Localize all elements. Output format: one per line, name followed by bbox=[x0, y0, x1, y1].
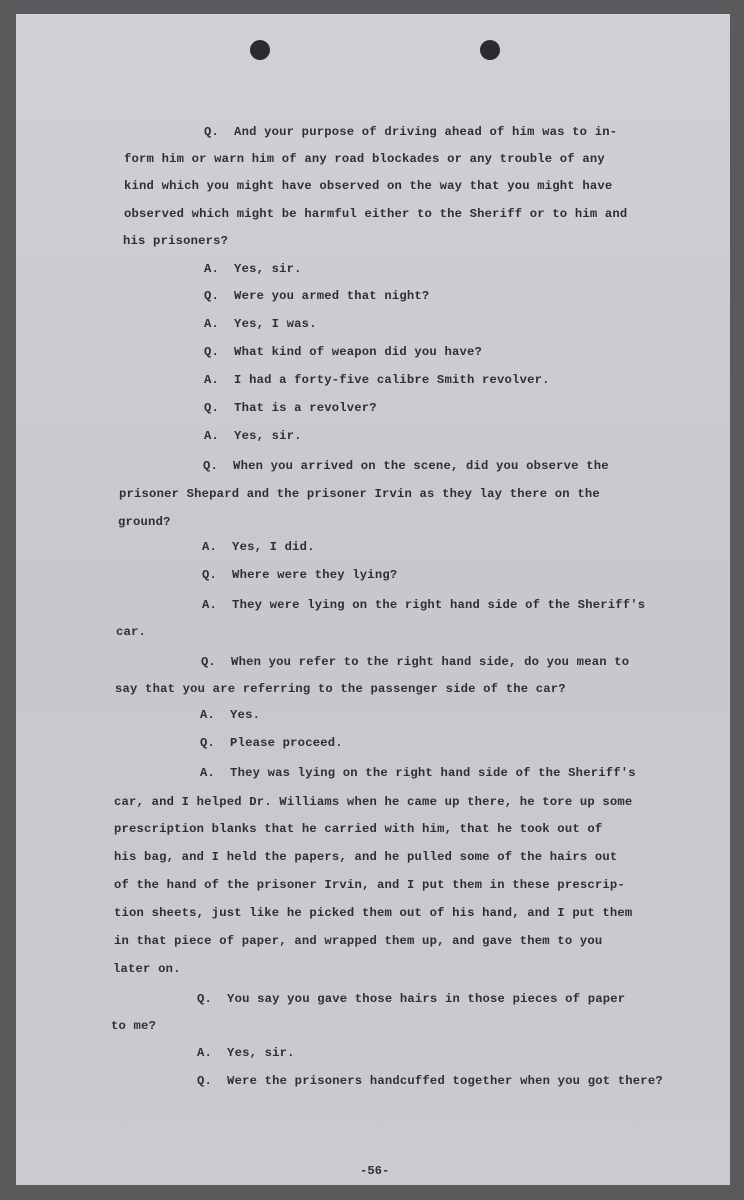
transcript-line: form him or warn him of any road blockades or any trouble of any bbox=[124, 152, 605, 166]
transcript-line: Q. Please proceed. bbox=[200, 736, 343, 750]
transcript-line: A. They was lying on the right hand side of the Sheriff's bbox=[200, 766, 636, 780]
transcript-line: of the hand of the prisoner Irvin, and I put them in these prescrip- bbox=[114, 878, 625, 892]
transcript-line: A. Yes, sir. bbox=[204, 262, 302, 276]
transcript-line: Q. You say you gave those hairs in those pieces of paper bbox=[197, 992, 626, 1006]
transcript-line: in that piece of paper, and wrapped them up, and gave them to you bbox=[114, 934, 603, 948]
transcript-line: Q. Were you armed that night? bbox=[204, 289, 430, 303]
transcript-line: A. Yes, I was. bbox=[204, 317, 317, 331]
transcript-line: A. I had a forty-five calibre Smith revolver. bbox=[204, 373, 550, 387]
transcript-line: Q. What kind of weapon did you have? bbox=[204, 345, 483, 359]
transcript-line: prescription blanks that he carried with him, that he took out of bbox=[114, 822, 603, 836]
transcript-line: Q. Where were they lying? bbox=[202, 568, 398, 582]
transcript-line: ground? bbox=[118, 515, 171, 529]
transcript-line: car. bbox=[116, 625, 147, 639]
punch-hole-right bbox=[480, 40, 500, 60]
transcript-line: car, and I helped Dr. Williams when he came up there, he tore up some bbox=[114, 795, 633, 809]
page-number: -56- bbox=[360, 1164, 390, 1178]
transcript-line: tion sheets, just like he picked them out of his hand, and I put them bbox=[114, 906, 633, 920]
punch-hole-left bbox=[250, 40, 270, 60]
transcript-line: to me? bbox=[111, 1019, 157, 1033]
transcript-line: A. Yes, sir. bbox=[197, 1046, 295, 1060]
transcript-line: A. Yes, I did. bbox=[202, 540, 315, 554]
transcript-line: A. Yes, sir. bbox=[204, 429, 302, 443]
transcript-line: Q. When you refer to the right hand side, do you mean to bbox=[201, 655, 630, 669]
transcript-line: Q. Were the prisoners handcuffed together when you got there? bbox=[197, 1074, 663, 1088]
document-page bbox=[16, 14, 730, 1185]
transcript-line: A. They were lying on the right hand side of the Sheriff's bbox=[202, 598, 646, 612]
transcript-line: his prisoners? bbox=[123, 234, 229, 248]
transcript-line: prisoner Shepard and the prisoner Irvin as they lay there on the bbox=[119, 487, 600, 501]
transcript-line: Q. When you arrived on the scene, did you observe the bbox=[203, 459, 609, 473]
transcript-line: say that you are referring to the passenger side of the car? bbox=[115, 682, 566, 696]
transcript-line: his bag, and I held the papers, and he pulled some of the hairs out bbox=[114, 850, 618, 864]
transcript-line: A. Yes. bbox=[200, 708, 261, 722]
transcript-line: observed which might be harmful either to the Sheriff or to him and bbox=[124, 207, 628, 221]
transcript-line: Q. That is a revolver? bbox=[204, 401, 377, 415]
transcript-line: later on. bbox=[113, 962, 181, 976]
transcript-line: Q. And your purpose of driving ahead of him was to in- bbox=[204, 125, 618, 139]
transcript-line: kind which you might have observed on the way that you might have bbox=[124, 179, 613, 193]
